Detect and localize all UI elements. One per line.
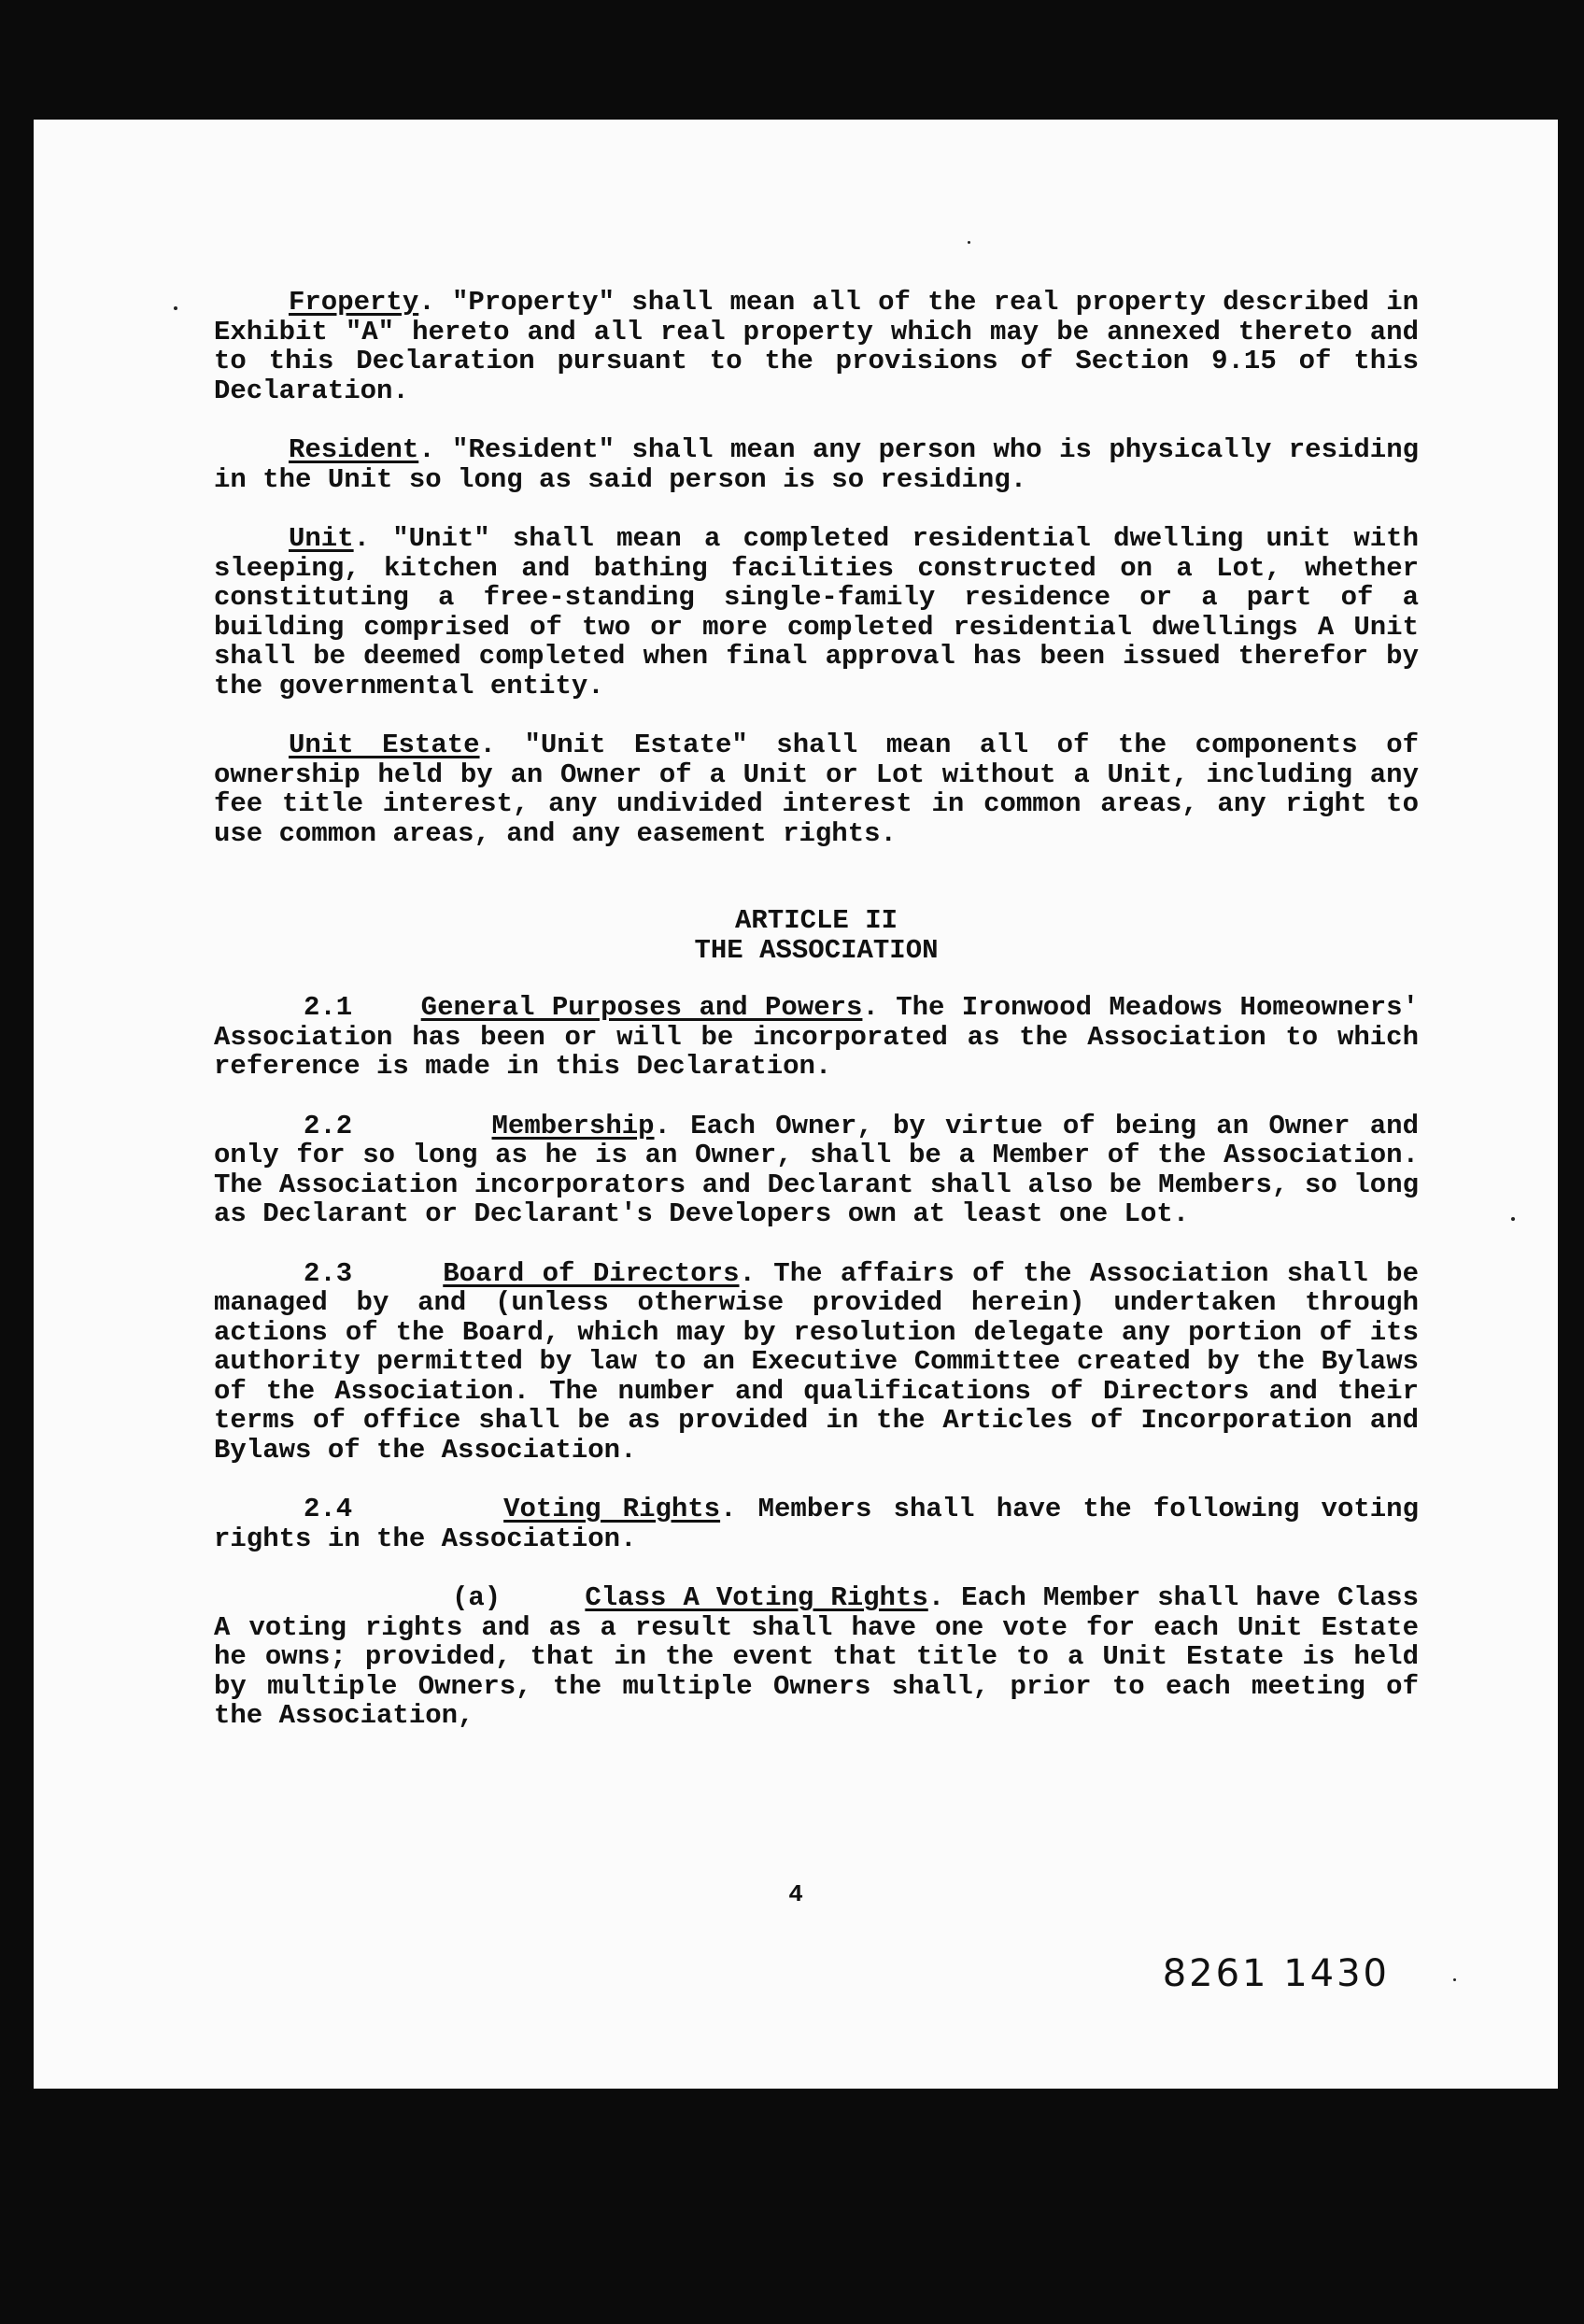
- definition-property: [214, 288, 1419, 405]
- definition-unit-estate: [214, 730, 1419, 848]
- section-number: 2.1: [304, 992, 353, 1023]
- definition-text: . "Unit" shall mean a completed residential dwelling unit with sleeping, kitchen and bathing facilities constructed on a Lot, whether constituting a free-standing single-family residence or a part of a building comprised of two or more completed residential dwellings A Unit shall be deemed completed when final approval has been issued therefor by the governmental entity.: [214, 523, 1419, 701]
- section-2-2: [214, 1112, 1419, 1229]
- definition-text: . "Unit Estate" shall mean all of the components of ownership held by an Owner of a Unit or Lot without a Unit, including any fee title interest, any undivided interest in common areas, any right to use common areas, and any easement rights.: [214, 730, 1420, 849]
- article-number: ARTICLE II: [734, 905, 898, 936]
- scan-speck: [968, 241, 970, 244]
- section-heading: General Purposes and Powers: [420, 992, 863, 1023]
- section-number: 2.3: [304, 1257, 353, 1289]
- section-heading: Board of Directors: [443, 1257, 740, 1289]
- definition-unit: [214, 524, 1419, 701]
- scan-speck: [174, 306, 177, 310]
- definition-term: Resident: [289, 434, 419, 465]
- scan-speck: [1453, 1978, 1456, 1981]
- subsection-heading: Class A Voting Rights: [585, 1582, 928, 1613]
- section-heading: Voting Rights: [503, 1494, 721, 1524]
- section-text: . Members shall have the following voting rights in the Association.: [214, 1494, 1419, 1554]
- definition-term: Froperty: [289, 287, 419, 318]
- definition-term: Unit Estate: [289, 730, 480, 760]
- subsection-text: . Each Member shall have Class A voting rights and as a result shall have one vote for each Unit Estate he owns; provided, that in the event that title to a Unit Estate is held by multiple Owners, the multiple Owners shall, prior to each meeting of the Association,: [214, 1582, 1419, 1731]
- book-page-stamp: 8261 1430: [1162, 1952, 1390, 1995]
- section-text: . Each Owner, by virtue of being an Owner and only for so long as he is an Owner, shall be a Member of the Association. The Association incorporators and Declarant shall also be Members, so long as Declarant or Declarant's Developers own at least one Lot.: [214, 1110, 1419, 1229]
- subsection-a: [214, 1583, 1419, 1731]
- section-text: . The Ironwood Meadows Homeowners' Association has been or will be incorporated as the Association to which reference is made in this Declaration.: [214, 992, 1419, 1082]
- section-text: . The affairs of the Association shall be managed by and (unless otherwise provided herein) undertaken through actions of the Board, which may by resolution delegate any portion of its authority permitted by law to an Executive Committee created by the Bylaws of the Association. The number and qualifications of Directors and their terms of office shall be as provided in the Articles of Incorporation and Bylaws of the Association.: [214, 1257, 1419, 1466]
- article-title: THE ASSOCIATION: [694, 934, 939, 966]
- definition-text: . "Resident" shall mean any person who is physically residing in the Unit so long as said person is so residing.: [214, 434, 1419, 495]
- definition-resident: [214, 435, 1419, 494]
- section-number: 2.2: [304, 1110, 353, 1141]
- section-number: 2.4: [304, 1494, 353, 1524]
- definition-term: Unit: [289, 523, 354, 554]
- section-2-4: [214, 1495, 1419, 1553]
- document-body: [214, 288, 1419, 1761]
- section-heading: Membership: [491, 1110, 655, 1141]
- definition-text: . "Property" shall mean all of the real property described in Exhibit "A" hereto and all real property which may be annexed thereto and to this Declaration pursuant to the provisions of Section 9.15 of this Declaration.: [214, 287, 1419, 406]
- scan-speck: [1511, 1217, 1515, 1221]
- article-heading: [214, 906, 1419, 965]
- section-2-3: [214, 1259, 1419, 1466]
- document-page: [34, 120, 1558, 2089]
- section-2-1: [214, 993, 1419, 1082]
- subsection-label: (a): [452, 1582, 502, 1613]
- page-number: 4: [788, 1880, 803, 1908]
